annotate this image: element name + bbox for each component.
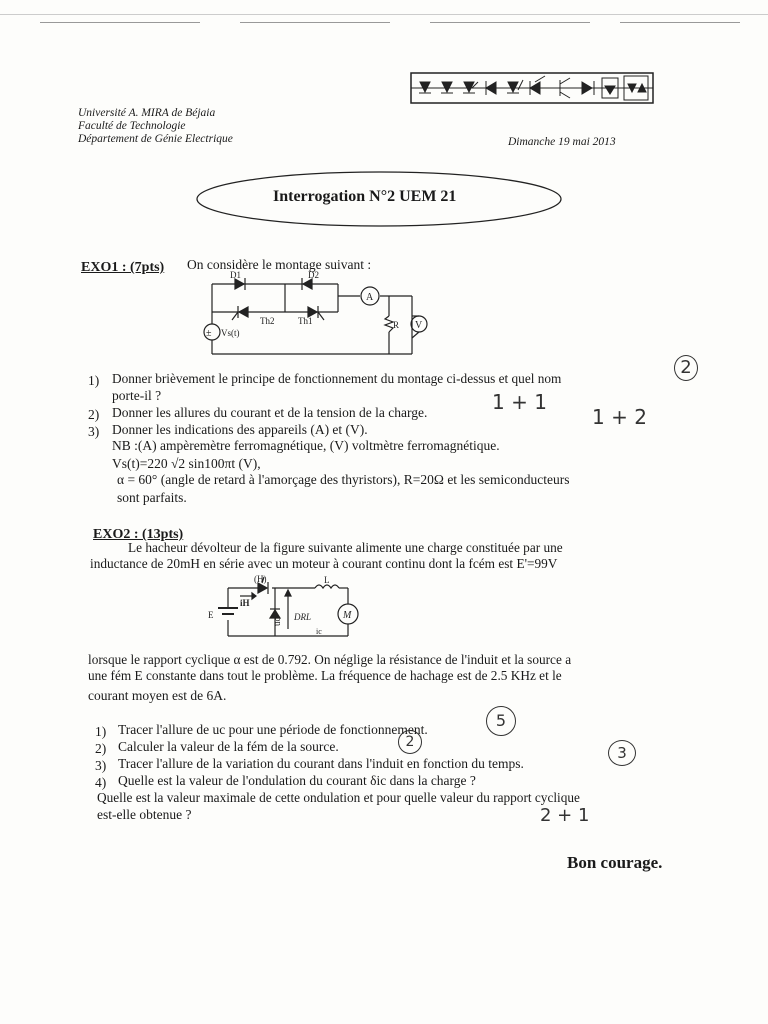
exo2-q4-line2: Quelle est la valeur maximale de cette ondulation et pour quelle valeur du rapport cyclique <box>97 790 580 805</box>
exam-date: Dimanche 19 mai 2013 <box>508 136 616 148</box>
handwritten-mark-exo2-q3: 3 <box>608 740 636 766</box>
faculty-name: Faculté de Technologie <box>78 120 186 132</box>
closing-message: Bon courage. <box>567 853 663 872</box>
uc-label: uc <box>272 617 282 626</box>
exo2-q4-line3: est-elle obtenue ? <box>97 807 192 822</box>
d2-label: D2 <box>308 270 319 280</box>
exo2-text-line2: une fém E constante dans tout le problème. La fréquence de hachage est de 2.5 KHz et le <box>88 668 562 683</box>
motor-label: M <box>343 610 352 621</box>
exo2-q2-number: 2) <box>95 741 107 756</box>
svg-text:±: ± <box>206 328 212 339</box>
ih-label: iH <box>240 598 250 608</box>
scan-edge-line <box>0 14 768 15</box>
department-name: Département de Génie Electrique <box>78 133 233 145</box>
exo1-heading: EXO1 : (7pts) <box>81 260 165 275</box>
exo2-intro-line2: inductance de 20mH en série avec un moteur à courant continu dont la fcém est E'=99V <box>90 556 558 571</box>
exo2-q4-line1: Quelle est la valeur de l'ondulation du courant δic dans la charge ? <box>118 773 476 788</box>
exo2-q4-number: 4) <box>95 775 107 790</box>
exo2-q1-number: 1) <box>95 724 107 739</box>
exo1-q3: Donner les indications des appareils (A) et (V). <box>112 422 368 437</box>
exo1-nb: NB :(A) ampèremètre ferromagnétique, (V) voltmètre ferromagnétique. <box>112 438 500 453</box>
exo1-q2-number: 2) <box>88 407 100 422</box>
d1-label: D1 <box>230 270 241 280</box>
exo2-q3: Tracer l'allure de la variation du courant dans l'induit en fonction du temps. <box>118 756 524 771</box>
handwritten-mark-exo2-q1: 5 <box>486 706 516 736</box>
exo1-alpha-line2: sont parfaits. <box>117 490 187 505</box>
e-label: E <box>208 610 214 620</box>
exo1-circuit-diagram <box>190 266 440 364</box>
exo2-intro-line1: Le hacheur dévolteur de la figure suivante alimente une charge constituée par une <box>128 540 563 555</box>
exo1-alpha-line1: α = 60° (angle de retard à l'amorçage des thyristors), R=20Ω et les semiconducteurs <box>117 472 570 487</box>
exo1-intro: On considère le montage suivant : <box>187 257 372 272</box>
th1-label: Th1 <box>298 316 313 326</box>
resistor-label: R <box>393 320 400 330</box>
exo1-q1-number: 1) <box>88 373 100 388</box>
th2-label: Th2 <box>260 316 275 326</box>
exo1-q3-number: 3) <box>88 424 100 439</box>
exo2-text-line3: courant moyen est de 6A. <box>88 688 227 703</box>
exo2-q3-number: 3) <box>95 758 107 773</box>
ic-label: ic <box>316 627 322 636</box>
handwritten-mark-exo1-q3: 1 + 2 <box>592 405 647 429</box>
handwritten-mark-exo2-q4: 2 + 1 <box>540 805 590 826</box>
handwritten-mark-exo1-q1: 2 <box>674 355 698 381</box>
scan-dash <box>240 22 390 23</box>
exo2-text-line1: lorsque le rapport cyclique α est de 0.792. On néglige la résistance de l'induit et la source a <box>88 652 572 667</box>
scan-dash <box>430 22 590 23</box>
l-label: L <box>324 575 330 585</box>
university-name: Université A. MIRA de Béjaia <box>78 107 216 119</box>
exam-title: Interrogation N°2 UEM 21 <box>273 188 457 205</box>
scan-dash <box>40 22 200 23</box>
source-label: Vs(t) <box>221 328 240 338</box>
semiconductor-logo <box>410 72 654 104</box>
exo2-chopper-circuit-diagram <box>200 574 380 646</box>
ammeter-label: A <box>366 292 374 303</box>
exo2-q2: Calculer la valeur de la fém de la source. <box>118 739 339 754</box>
exo1-vs: Vs(t)=220 √2 sin100πt (V), <box>112 456 261 471</box>
handwritten-mark-exo2-q2: 2 <box>398 730 422 754</box>
exo1-q1-line2: porte-il ? <box>112 388 162 403</box>
voltmeter-label: V <box>415 320 423 331</box>
exo1-q2: Donner les allures du courant et de la tension de la charge. <box>112 405 428 420</box>
scan-dash <box>620 22 740 23</box>
exo2-heading: EXO2 : (13pts) <box>93 527 184 542</box>
handwritten-mark-exo1-q2: 1 + 1 <box>492 390 547 414</box>
drl-label: DRL <box>294 612 312 622</box>
h-label: (H) <box>254 574 267 584</box>
exo2-q1: Tracer l'allure de uc pour une période de fonctionnement. <box>118 722 428 737</box>
exo1-q1-line1: Donner brièvement le principe de fonctionnement du montage ci-dessus et quel nom <box>112 371 562 386</box>
